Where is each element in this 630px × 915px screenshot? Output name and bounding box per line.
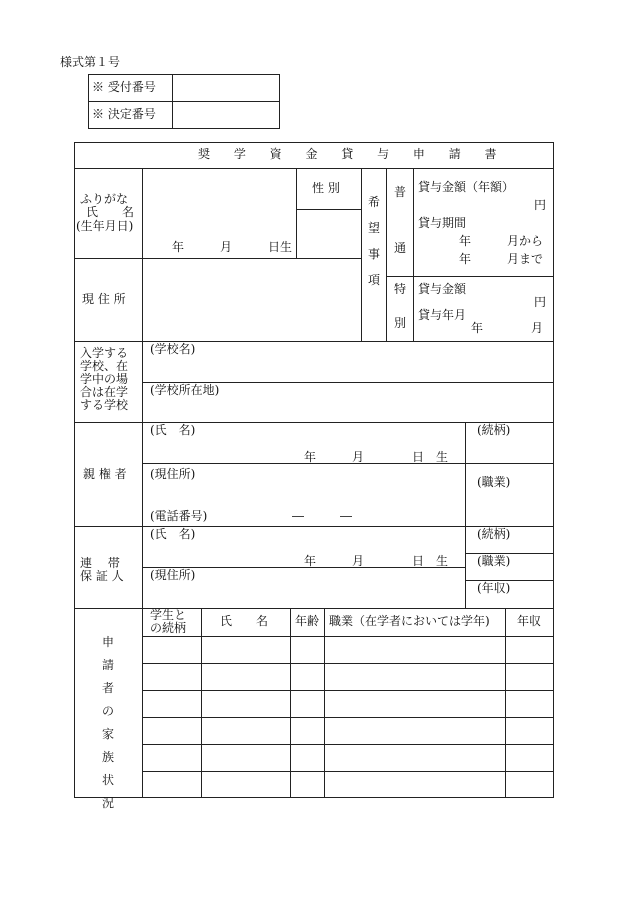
family-header-occupation: 職業（在学者においては学年) xyxy=(329,614,490,628)
family-cell[interactable] xyxy=(144,638,199,661)
special-yearmonth-label: 貸与年月 xyxy=(418,308,467,322)
family-cell[interactable] xyxy=(292,638,322,661)
guardian-relation-label: (続柄) xyxy=(477,423,511,437)
decision-number-field[interactable] xyxy=(174,103,278,127)
family-cell[interactable] xyxy=(507,746,552,769)
divider xyxy=(290,608,291,798)
family-cell[interactable] xyxy=(292,665,322,688)
guardian-label: 親 権 者 xyxy=(83,467,127,481)
family-cell[interactable] xyxy=(203,692,288,715)
family-cell[interactable] xyxy=(326,692,503,715)
regular-amount-label: 貸与金額（年額） xyxy=(418,180,515,194)
family-cell[interactable] xyxy=(144,746,199,769)
guarantor-income-label: (年収) xyxy=(477,581,511,595)
furigana-label: ふりがな xyxy=(80,192,129,206)
divider xyxy=(142,636,554,637)
school-address-label: (学校所在地) xyxy=(150,383,220,397)
regular-loan-label: 普 通 xyxy=(394,185,407,255)
loan-period-from: 年 月から xyxy=(459,234,544,248)
guardian-name-field[interactable] xyxy=(144,437,463,461)
guardian-address-field[interactable] xyxy=(144,482,463,506)
family-cell[interactable] xyxy=(292,692,322,715)
family-cell[interactable] xyxy=(326,746,503,769)
divider xyxy=(505,608,506,798)
family-cell[interactable] xyxy=(326,638,503,661)
divider xyxy=(142,771,554,772)
divider xyxy=(296,168,297,259)
family-cell[interactable] xyxy=(144,773,199,796)
family-cell[interactable] xyxy=(203,665,288,688)
family-cell[interactable] xyxy=(507,665,552,688)
address-label: 現 住 所 xyxy=(82,292,126,306)
family-cell[interactable] xyxy=(203,773,288,796)
special-loan-label: 特 別 xyxy=(394,282,407,330)
family-cell[interactable] xyxy=(507,719,552,742)
family-status-label: 申 請 者 の 家 族 状 況 xyxy=(102,635,115,810)
guarantor-label-line2: 保 証 人 xyxy=(80,569,124,583)
family-cell[interactable] xyxy=(203,746,288,769)
guarantor-label-line1: 連 帯 xyxy=(80,556,120,570)
family-cell[interactable] xyxy=(144,719,199,742)
form-number: 様式第１号 xyxy=(60,55,121,69)
divider xyxy=(201,608,202,798)
divider xyxy=(413,168,414,341)
family-cell[interactable] xyxy=(326,665,503,688)
family-cell[interactable] xyxy=(326,719,503,742)
divider xyxy=(386,168,387,341)
name-label: 氏 名 xyxy=(86,205,135,219)
guarantor-name-label: (氏 名) xyxy=(150,527,196,541)
family-cell[interactable] xyxy=(507,773,552,796)
desired-items-label: 希 望 事 項 xyxy=(368,195,381,287)
special-yen-unit: 円 xyxy=(534,295,547,309)
guarantor-relation-label: (続柄) xyxy=(477,527,511,541)
family-cell[interactable] xyxy=(326,773,503,796)
loan-period-label: 貸与期間 xyxy=(418,216,467,230)
guardian-phone-dashes: ― ― xyxy=(292,509,353,523)
family-cell[interactable] xyxy=(507,638,552,661)
family-header-name: 氏 名 xyxy=(220,614,269,628)
guardian-birth-format: 年 月 日 生 xyxy=(304,450,449,464)
special-yearmonth-format: 年 月 xyxy=(471,321,544,335)
birth-label: (生年月日) xyxy=(76,219,134,233)
divider xyxy=(142,168,143,798)
guarantor-birth-format: 年 月 日 生 xyxy=(304,554,449,568)
guardian-occupation-label: (職業) xyxy=(477,475,511,489)
family-cell[interactable] xyxy=(203,638,288,661)
gender-field[interactable] xyxy=(298,211,359,256)
family-header-relation-line2: の続柄 xyxy=(150,621,187,635)
family-cell[interactable] xyxy=(144,665,199,688)
divider xyxy=(74,341,554,342)
family-header-age: 年齢 xyxy=(295,614,320,628)
divider xyxy=(361,168,362,341)
family-header-income: 年収 xyxy=(517,614,542,628)
family-cell[interactable] xyxy=(144,692,199,715)
school-name-label: (学校名) xyxy=(150,342,196,356)
gender-label: 性 別 xyxy=(312,181,340,195)
school-address-field[interactable] xyxy=(144,398,552,420)
guarantor-occupation-label: (職業) xyxy=(477,554,511,568)
family-cell[interactable] xyxy=(292,746,322,769)
divider xyxy=(465,422,466,608)
divider xyxy=(142,717,554,718)
divider xyxy=(172,74,173,129)
guarantor-address-label: (現住所) xyxy=(150,568,196,582)
special-amount-label: 貸与金額 xyxy=(418,282,467,296)
birth-date-format: 年 月 日生 xyxy=(172,240,293,254)
divider xyxy=(142,744,554,745)
family-cell[interactable] xyxy=(292,773,322,796)
loan-period-to: 年 月まで xyxy=(459,252,544,266)
family-cell[interactable] xyxy=(203,719,288,742)
applicant-name-field[interactable] xyxy=(144,170,294,238)
guardian-name-label: (氏 名) xyxy=(150,423,196,437)
divider xyxy=(142,663,554,664)
regular-yen-unit: 円 xyxy=(534,198,547,212)
divider xyxy=(74,258,361,259)
family-header-relation-line1: 学生と xyxy=(150,608,187,622)
guardian-address-label: (現住所) xyxy=(150,467,196,481)
divider xyxy=(324,608,325,798)
divider xyxy=(142,690,554,691)
divider xyxy=(74,608,554,609)
applicant-address-field[interactable] xyxy=(144,260,359,339)
school-label: 入学する 学校、在 学中の場 合は在学 する学校 xyxy=(80,346,129,412)
divider xyxy=(386,276,554,277)
school-name-field[interactable] xyxy=(144,357,552,380)
receipt-number-label: ※ 受付番号 xyxy=(92,80,156,94)
guarantor-address-field[interactable] xyxy=(144,583,463,606)
family-cell[interactable] xyxy=(507,692,552,715)
guarantor-name-field[interactable] xyxy=(144,541,294,565)
divider xyxy=(74,168,554,169)
decision-number-label: ※ 決定番号 xyxy=(92,107,156,121)
divider xyxy=(296,209,361,210)
guardian-phone-label: (電話番号) xyxy=(150,509,208,523)
receipt-number-field[interactable] xyxy=(174,76,278,99)
family-cell[interactable] xyxy=(292,719,322,742)
form-title: 奨 学 資 金 貸 与 申 請 書 xyxy=(198,147,507,161)
divider xyxy=(88,101,280,102)
